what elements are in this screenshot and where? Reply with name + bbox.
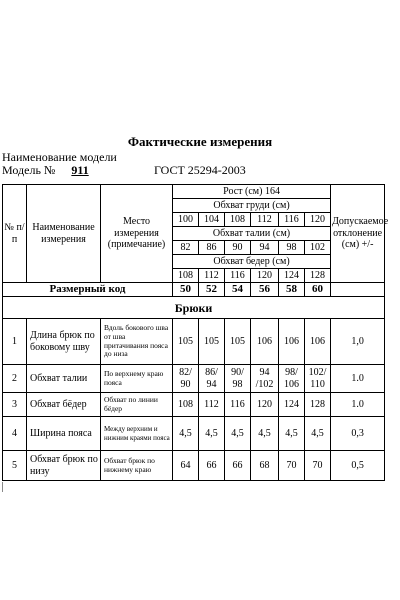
size-code: 52 [199, 283, 225, 297]
row-measurement-place: Вдоль бокового шва от шва притачивания пояса до низа [101, 319, 173, 365]
row-number: 1 [3, 319, 27, 365]
model-number-value: 911 [71, 163, 89, 177]
row-number: 4 [3, 417, 27, 451]
row-value: 120 [251, 393, 279, 417]
hips-value: 116 [225, 269, 251, 283]
row-value: 112 [199, 393, 225, 417]
row-tolerance: 0,3 [331, 417, 385, 451]
waist-value: 94 [251, 241, 279, 255]
size-code: 56 [251, 283, 279, 297]
row-measurement-place: По верхнему краю пояса [101, 365, 173, 393]
row-measurement-name: Ширина пояса [27, 417, 101, 451]
row-value: 102/ 110 [305, 365, 331, 393]
row-value: 86/ 94 [199, 365, 225, 393]
row-tolerance: 0,5 [331, 451, 385, 481]
row-value: 98/ 106 [279, 365, 305, 393]
row-number: 5 [3, 451, 27, 481]
row-value: 70 [279, 451, 305, 481]
header-hips-label: Обхват бедер (см) [173, 255, 331, 269]
row-value: 4,5 [279, 417, 305, 451]
row-measurement-name: Обхват брюк по низу [27, 451, 101, 481]
hips-value: 124 [279, 269, 305, 283]
chest-value: 104 [199, 213, 225, 227]
size-code-label: Размерный код [3, 283, 173, 297]
row-measurement-place: Обхват брюк по нижнему краю [101, 451, 173, 481]
waist-value: 86 [199, 241, 225, 255]
row-number: 3 [3, 393, 27, 417]
model-name-label: Наименование модели [2, 150, 117, 164]
waist-value: 90 [225, 241, 251, 255]
section-title: Брюки [3, 297, 385, 319]
row-measurement-place: Обхват по линии бёдер [101, 393, 173, 417]
size-code: 60 [305, 283, 331, 297]
row-value: 90/ 98 [225, 365, 251, 393]
row-value: 108 [173, 393, 199, 417]
row-tolerance: 1,0 [331, 319, 385, 365]
hips-value: 120 [251, 269, 279, 283]
header-waist-label: Обхват талии (см) [173, 227, 331, 241]
hips-value: 108 [173, 269, 199, 283]
chest-value: 100 [173, 213, 199, 227]
text-cursor [2, 482, 3, 492]
row-number: 2 [3, 365, 27, 393]
size-code: 54 [225, 283, 251, 297]
chest-value: 116 [279, 213, 305, 227]
hips-value: 128 [305, 269, 331, 283]
header-measurement-name: Наименование измерения [27, 185, 101, 283]
row-value: 68 [251, 451, 279, 481]
waist-value: 82 [173, 241, 199, 255]
row-value: 105 [199, 319, 225, 365]
row-measurement-name: Обхват талии [27, 365, 101, 393]
header-tolerance: Допускаемое отклонение (см) +/- [331, 185, 385, 283]
row-value: 66 [199, 451, 225, 481]
row-value: 106 [279, 319, 305, 365]
row-value: 4,5 [305, 417, 331, 451]
row-value: 82/ 90 [173, 365, 199, 393]
chest-value: 112 [251, 213, 279, 227]
row-value: 106 [305, 319, 331, 365]
row-value: 124 [279, 393, 305, 417]
header-index: № п/п [3, 185, 27, 283]
size-code: 50 [173, 283, 199, 297]
row-value: 128 [305, 393, 331, 417]
header-height: Рост (см) 164 [173, 185, 331, 199]
row-measurement-name: Длина брюк по боковому шву [27, 319, 101, 365]
row-value: 4,5 [199, 417, 225, 451]
row-value: 4,5 [173, 417, 199, 451]
chest-value: 108 [225, 213, 251, 227]
row-value: 105 [173, 319, 199, 365]
row-value: 70 [305, 451, 331, 481]
size-code: 58 [279, 283, 305, 297]
row-value: 66 [225, 451, 251, 481]
row-value: 4,5 [251, 417, 279, 451]
measurements-table [2, 184, 389, 481]
gost-standard: ГОСТ 25294-2003 [154, 163, 246, 177]
waist-value: 102 [305, 241, 331, 255]
row-value: 105 [225, 319, 251, 365]
row-value: 94 /102 [251, 365, 279, 393]
model-number-label: Модель № [2, 163, 56, 177]
hips-value: 112 [199, 269, 225, 283]
row-tolerance: 1.0 [331, 393, 385, 417]
row-measurement-name: Обхват бёдер [27, 393, 101, 417]
row-value: 106 [251, 319, 279, 365]
waist-value: 98 [279, 241, 305, 255]
row-value: 116 [225, 393, 251, 417]
model-number-line [2, 163, 246, 178]
row-value: 64 [173, 451, 199, 481]
chest-value: 120 [305, 213, 331, 227]
header-chest-label: Обхват груди (см) [173, 199, 331, 213]
row-measurement-place: Между верхним и нижним краями пояса [101, 417, 173, 451]
document-title: Фактические измерения [127, 134, 273, 149]
row-tolerance: 1.0 [331, 365, 385, 393]
row-value: 4,5 [225, 417, 251, 451]
header-measurement-place: Место измерения (примечание) [101, 185, 173, 283]
